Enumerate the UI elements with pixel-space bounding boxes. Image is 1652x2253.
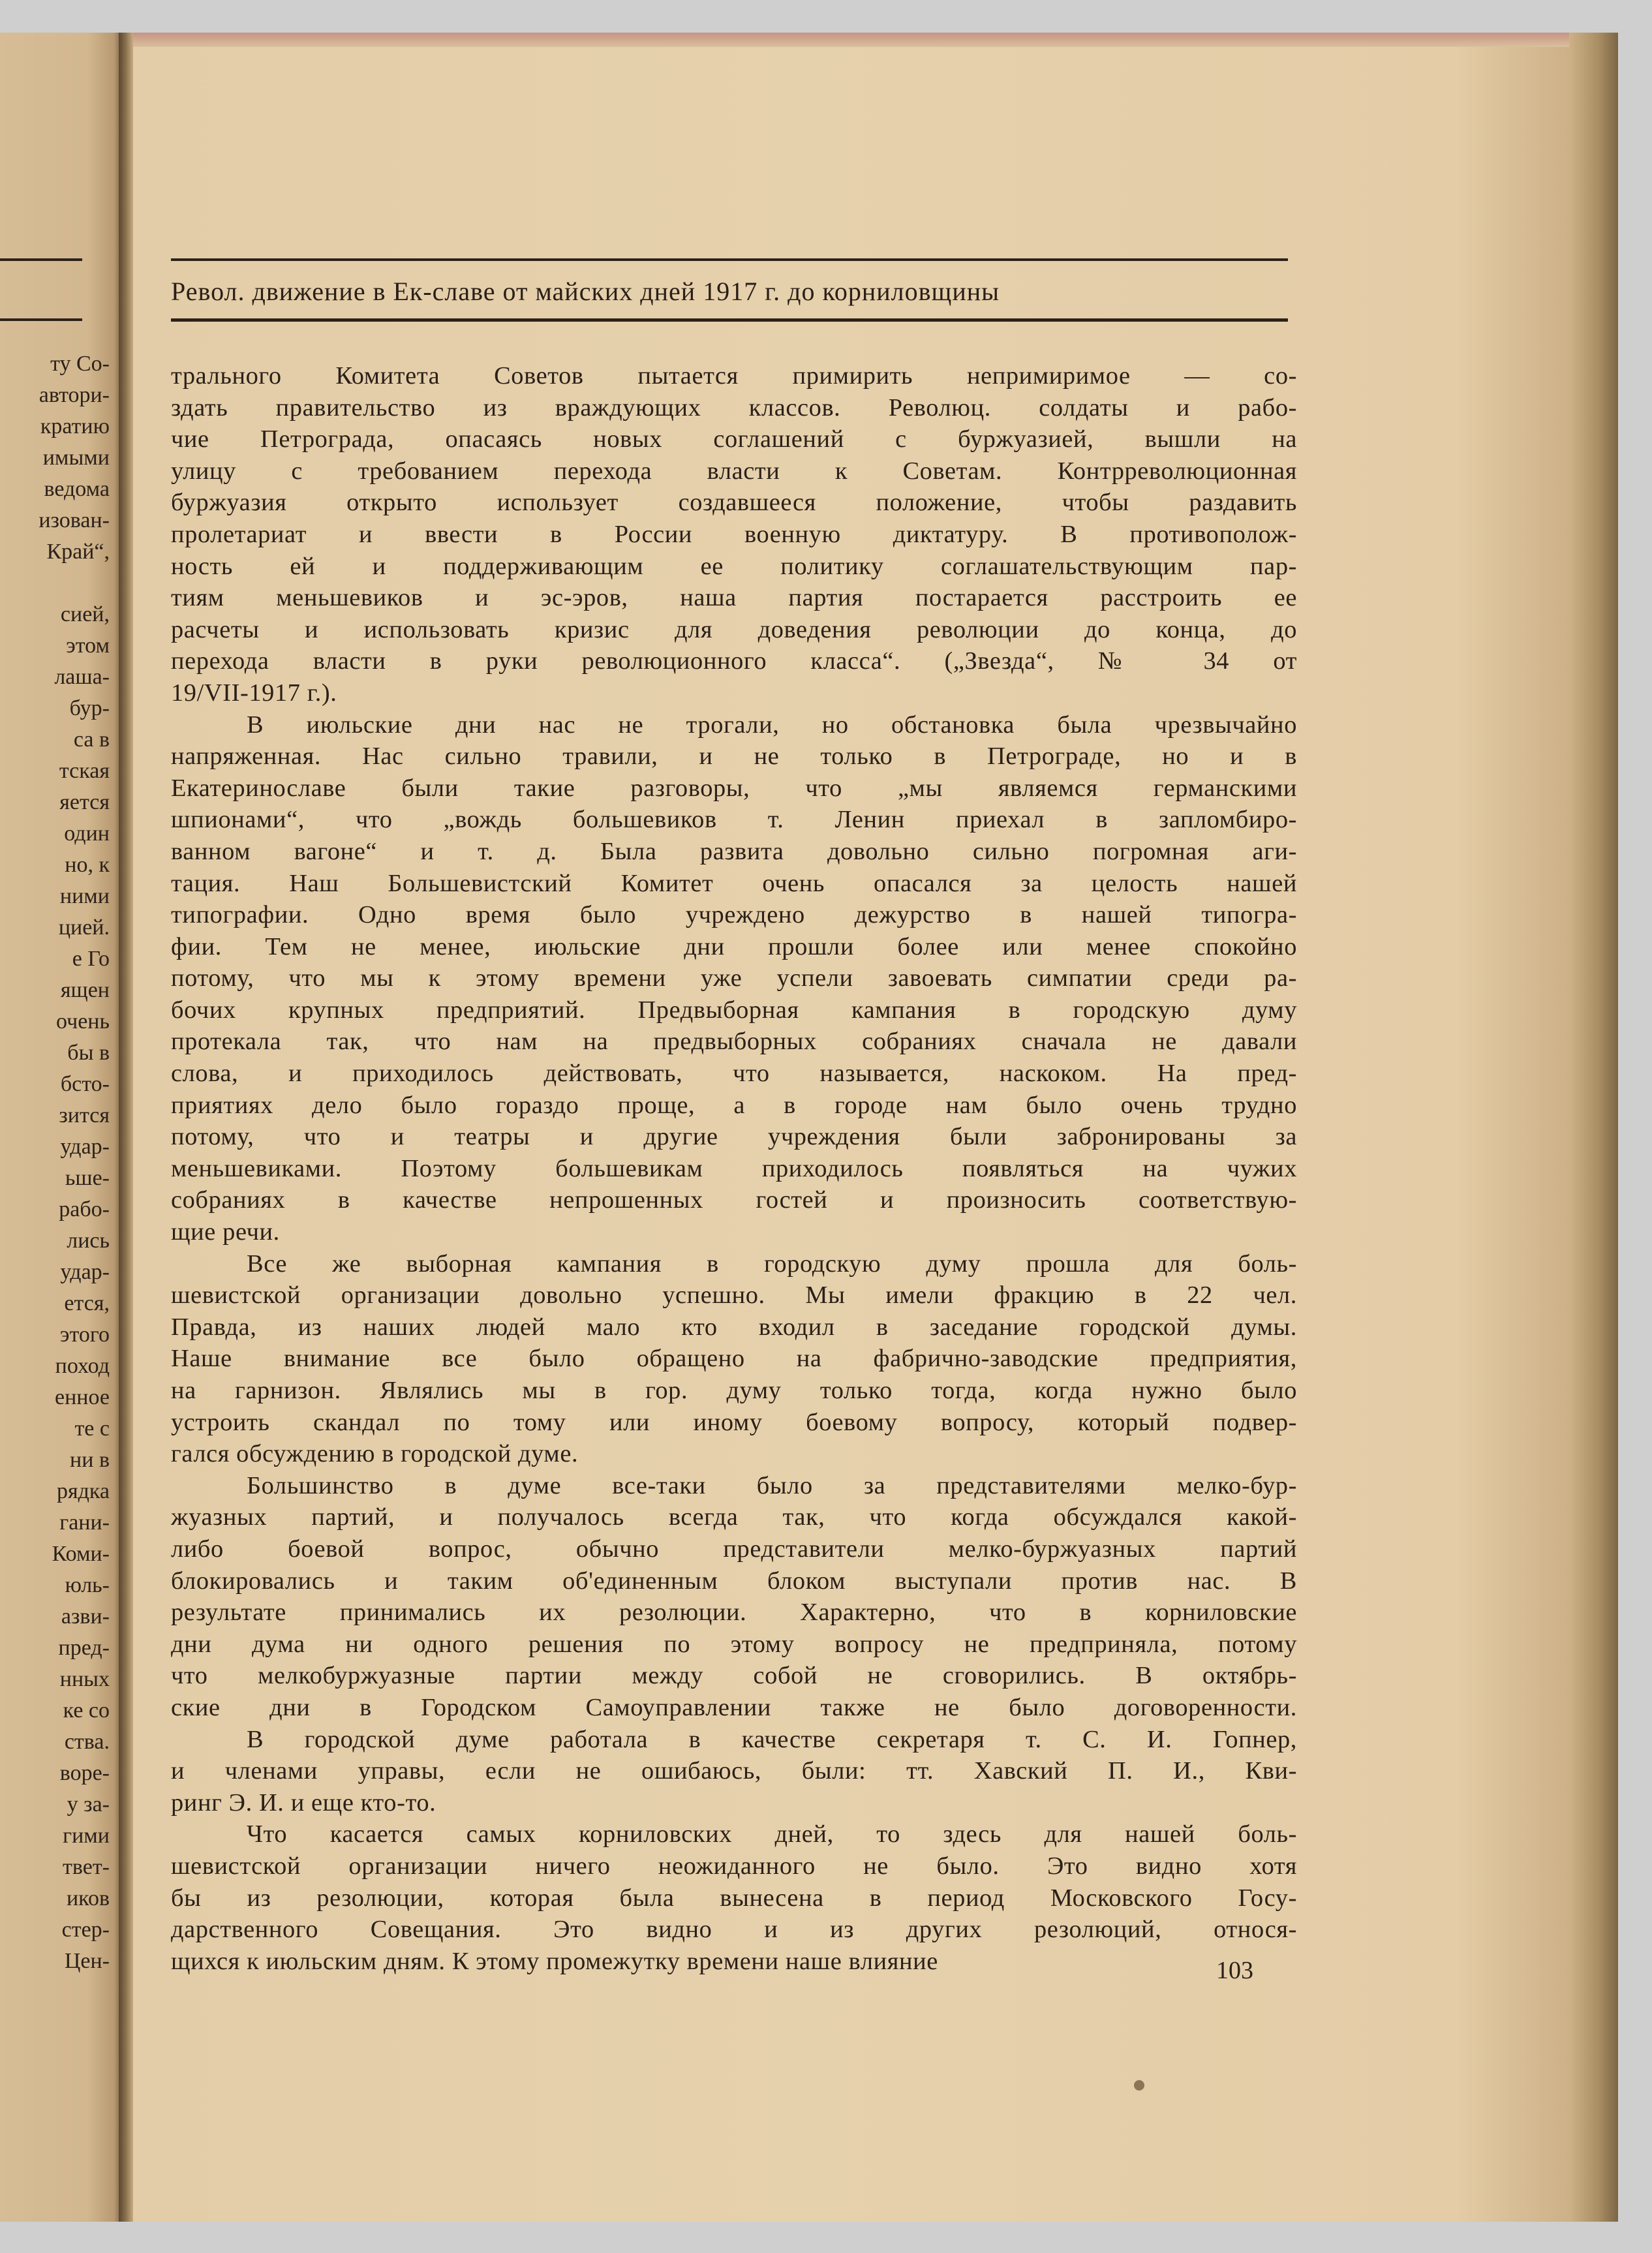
left-page-fragment [0, 33, 124, 2222]
text-line: собраниях в качестве непрошенных гостей и произносить соответствую- [171, 1186, 1297, 1214]
left-page-text-fragment: этом [66, 634, 110, 658]
cover-edge [0, 33, 1618, 47]
left-page-text-fragment: енное [55, 1385, 110, 1409]
text-line: Правда, из наших людей мало кто входил в заседание городской думы. [171, 1313, 1297, 1341]
left-page-text-fragment: но, к [65, 853, 110, 877]
running-head: Револ. движение в Ек-славе от майских дней 1917 г. до корниловщины [171, 277, 1000, 306]
text-line: дарственного Совещания. Это видно и из других резолюций, относя- [171, 1916, 1297, 1944]
left-page-text-fragment: иков [66, 1886, 110, 1910]
header-rule-top [171, 258, 1288, 261]
left-page-text-fragment: удар- [60, 1260, 110, 1284]
left-page-text-fragment: бур- [69, 696, 110, 720]
text-line: слова, и приходилось действовать, что называется, наскоком. На пред- [171, 1060, 1297, 1088]
left-page-text-fragment: юль- [65, 1573, 110, 1597]
text-line: В июльские дни нас не трогали, но обстановка была чрезвычайно [247, 711, 1297, 739]
text-line: протекала так, что нам на предвыборных собраниях сначала не давали [171, 1028, 1297, 1056]
left-page-text-fragment: стер- [61, 1918, 110, 1942]
page-number: 103 [1216, 1957, 1253, 1984]
text-line: тиям меньшевиков и эс-эров, наша партия постарается расстроить ее [171, 584, 1297, 612]
left-page-text-fragment: лись [67, 1229, 110, 1253]
text-line: потому, что мы к этому времени уже успели завоевать симпатии среди ра- [171, 964, 1297, 992]
left-page-text-fragment: Цен- [64, 1949, 110, 1973]
text-line: шевистской организации довольно успешно. Мы имели фракцию в 22 чел. [171, 1281, 1297, 1310]
left-page-rule [0, 258, 82, 261]
text-line: ские дни в Городском Самоуправлении также не было договоренности. [171, 1693, 1297, 1721]
text-line: Что касается самых корниловских дней, то здесь для нашей боль- [247, 1820, 1297, 1848]
text-line: здать правительство из враждующих классов. Революц. солдаты и рабо- [171, 393, 1297, 421]
left-page-text-fragment: зится [59, 1103, 110, 1127]
left-page-text-fragment: азви- [61, 1604, 110, 1629]
left-page-text-fragment: лаша- [54, 665, 110, 689]
text-line: блокировались и таким об'единенным блоком выступали против нас. В [171, 1567, 1297, 1595]
text-line: шевистской организации ничего неожиданного не было. Это видно хотя [171, 1852, 1297, 1880]
text-line: устроить скандал по тому или иному боевому вопросу, который подвер- [171, 1408, 1297, 1436]
left-page-rule-2 [0, 318, 82, 321]
left-page-text-fragment: поход [55, 1354, 110, 1378]
text-line: и членами управы, если не ошибаюсь, были: тт. Хавский П. И., Кви- [171, 1757, 1297, 1785]
left-page-text-fragment: гими [63, 1824, 110, 1848]
left-page-text-fragment: е Го [72, 947, 110, 971]
text-line: потому, что и театры и другие учреждения были забронированы за [171, 1123, 1297, 1151]
text-line: 19/VII-1917 г.). [171, 679, 337, 707]
text-line: улицу с требованием перехода власти к Советам. Контрреволюционная [171, 457, 1297, 485]
left-page-text-fragment: автори- [38, 383, 110, 407]
text-line: щихся к июльским дням. К этому промежутку времени наше влияние [171, 1947, 938, 1975]
left-page-text-fragment: пред- [58, 1636, 110, 1660]
left-page-text-fragment: бы в [67, 1041, 110, 1065]
left-page-text-fragment: ни в [70, 1448, 110, 1472]
text-line: что мелкобуржуазные партии между собой не сговорились. В октябрь- [171, 1662, 1297, 1690]
scanned-book-spread [0, 33, 1618, 2222]
left-page-text-fragment: ется, [64, 1291, 110, 1315]
text-line: тация. Наш Большевистский Комитет очень опасался за целость нашей [171, 869, 1297, 897]
text-line: Большинство в думе все-таки было за представителями мелко-бур- [247, 1471, 1297, 1499]
text-line: напряженная. Нас сильно травили, и не только в Петрограде, но и в [171, 743, 1297, 771]
left-page-text-fragment: рабо- [59, 1197, 110, 1221]
left-page-text-fragment: ящен [60, 978, 110, 1002]
left-page-text-fragment: удар- [60, 1135, 110, 1159]
left-page-text-fragment: имыми [42, 446, 110, 470]
text-line: шпионами“, что „вождь большевиков т. Ленин приехал в запломбиро- [171, 806, 1297, 834]
book-gutter [119, 33, 133, 2222]
left-page-text-fragment: Коми- [52, 1542, 110, 1566]
left-page-text-fragment: бсто- [60, 1072, 110, 1096]
text-line: Наше внимание все было обращено на фабрично-заводские предприятия, [171, 1345, 1297, 1373]
text-line: Екатеринославе были такие разговоры, что „мы являемся германскими [171, 774, 1297, 802]
page-body-text [171, 360, 1297, 1977]
left-page-text-fragment: гани- [59, 1510, 110, 1535]
text-line: на гарнизон. Являлись мы в гор. думу только тогда, когда нужно было [171, 1377, 1297, 1404]
left-page-text-fragment: рядка [56, 1479, 110, 1503]
text-line: В городской думе работала в качестве секретаря т. С. И. Гопнер, [247, 1725, 1297, 1753]
text-line: бы из резолюции, которая была вынесена в период Московского Госу- [171, 1884, 1297, 1912]
text-line: жуазных партий, и получалось всегда так, что когда обсуждался какой- [171, 1503, 1297, 1531]
text-line: щие речи. [171, 1218, 280, 1246]
left-page-text-fragment: те с [74, 1417, 110, 1441]
left-page-text-fragment: сией, [60, 602, 110, 626]
left-page-text-fragment: ведома [44, 477, 110, 501]
left-page-text-fragment: са в [73, 728, 110, 752]
left-page-text-fragment: один [64, 821, 110, 846]
left-page-text-fragment: тская [59, 759, 110, 783]
text-line: меньшевиками. Поэтому большевикам приходилось появляться на чужих [171, 1154, 1297, 1182]
left-page-text-fragment: ке со [63, 1698, 110, 1723]
left-page-text-fragment: яется [59, 790, 110, 814]
left-page-text-fragment: ьше- [65, 1166, 110, 1190]
text-line: ность ей и поддерживающим ее политику соглашательствующим пар- [171, 552, 1297, 580]
left-page-text-fragment: изован- [38, 508, 110, 532]
ink-spot [1134, 2080, 1144, 2091]
text-line: расчеты и использовать кризис для доведения революции до конца, до [171, 615, 1297, 643]
left-page-text-fragment: у за- [67, 1792, 110, 1816]
text-line: ринг Э. И. и еще кто-то. [171, 1788, 436, 1816]
left-page-text-fragment: твет- [63, 1855, 110, 1879]
header-rule-bottom [171, 318, 1288, 322]
text-line: приятиях дело было гораздо проще, а в городе нам было очень трудно [171, 1091, 1297, 1119]
left-page-text-fragment: цией. [58, 915, 110, 940]
left-page-text-fragment: Край“, [46, 540, 110, 564]
page-edge-shadow [1569, 33, 1618, 2222]
text-line: буржуазия открыто использует создавшееся положение, чтобы раздавить [171, 489, 1297, 517]
left-page-text-fragment: кратию [40, 414, 110, 438]
left-page-text-fragment: нных [59, 1667, 110, 1691]
text-line: результате принимались их резолюции. Характерно, что в корниловские [171, 1599, 1297, 1627]
text-line: типографии. Одно время было учреждено дежурство в нашей типогра- [171, 901, 1297, 929]
left-page-text-fragment: ту Со- [50, 352, 110, 376]
text-line: гался обсуждению в городской думе. [171, 1440, 579, 1468]
text-line: дни дума ни одного решения по этому вопросу не предприняла, потому [171, 1630, 1297, 1658]
text-line: перехода власти в руки революционного класса“. („Звезда“, № 34 от [171, 647, 1297, 675]
text-line: либо боевой вопрос, обычно представители мелко-буржуазных партий [171, 1535, 1297, 1563]
left-page-text-fragment: воре- [59, 1761, 110, 1785]
text-line: бочих крупных предприятий. Предвыборная кампания в городскую думу [171, 996, 1297, 1024]
text-line: фии. Тем не менее, июльские дни прошли более или менее спокойно [171, 932, 1297, 960]
left-page-text-fragment: очень [55, 1009, 110, 1034]
left-page-text-fragment: ними [59, 884, 110, 908]
left-page-text-fragment: этого [59, 1323, 110, 1347]
text-line: трального Комитета Советов пытается примирить непримиримое — со- [171, 362, 1297, 390]
text-line: ванном вагоне“ и т. д. Была развита довольно сильно погромная аги- [171, 837, 1297, 865]
left-page-text-fragment: ства. [64, 1730, 110, 1754]
text-line: Все же выборная кампания в городскую думу прошла для боль- [247, 1249, 1297, 1278]
text-line: пролетариат и ввести в России военную диктатуру. В противополож- [171, 520, 1297, 548]
text-line: чие Петрограда, опасаясь новых соглашений с буржуазией, вышли на [171, 425, 1297, 453]
